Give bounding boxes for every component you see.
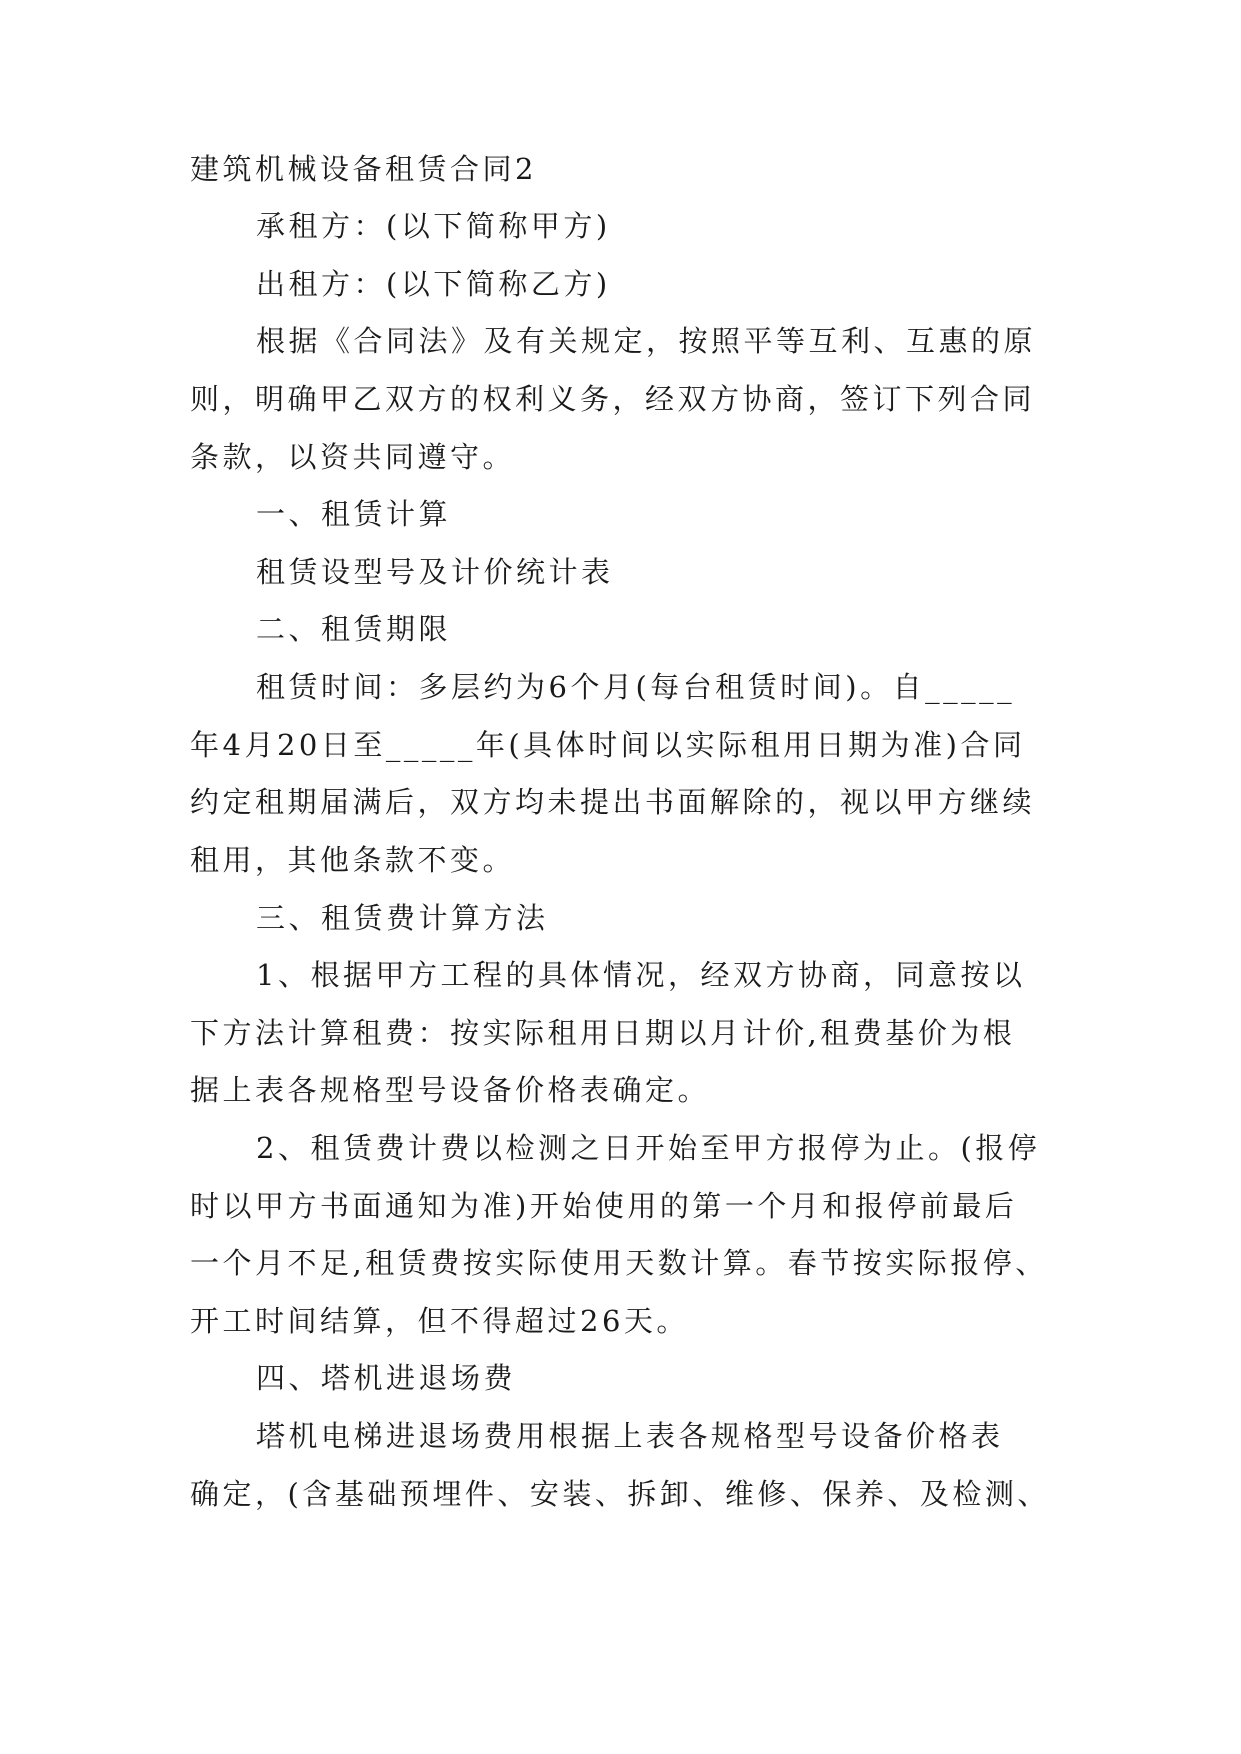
document-title: 建筑机械设备租赁合同2 [190,152,537,186]
paragraph-line: 确定，(含基础预埋件、安装、拆卸、维修、保养、及检测、 [190,1477,1050,1511]
paragraph-line: 租赁时间：多层约为6个月(每台租赁时间)。自_____ [256,670,1016,704]
paragraph-line: 租赁设型号及计价统计表 [256,555,614,589]
paragraph-line: 1、根据甲方工程的具体情况，经双方协商，同意按以 [256,958,1026,992]
paragraph-line: 一个月不足,租赁费按实际使用天数计算。春节按实际报停、 [190,1246,1048,1280]
section-heading-3: 三、租赁费计算方法 [256,901,549,935]
lessor-line: 出租方：(以下简称乙方) [256,267,611,301]
paragraph-line: 年4月20日至_____年(具体时间以实际租用日期为准)合同 [190,728,1026,762]
paragraph-line: 时以甲方书面通知为准)开始使用的第一个月和报停前最后 [190,1189,1018,1223]
lessee-line: 承租方：(以下简称甲方) [256,209,611,243]
section-heading-1: 一、租赁计算 [256,497,452,531]
paragraph-line: 则，明确甲乙双方的权利义务，经双方协商，签订下列合同 [190,382,1036,416]
paragraph-line: 租用，其他条款不变。 [190,843,516,877]
paragraph-line: 据上表各规格型号设备价格表确定。 [190,1073,711,1107]
section-heading-2: 二、租赁期限 [256,612,452,646]
paragraph-line: 条款，以资共同遵守。 [190,440,516,474]
section-heading-4: 四、塔机进退场费 [256,1361,517,1395]
paragraph-line: 塔机电梯进退场费用根据上表各规格型号设备价格表 [256,1419,1004,1453]
paragraph-line: 下方法计算租费：按实际租用日期以月计价,租费基价为根 [190,1016,1016,1050]
paragraph-line: 开工时间结算，但不得超过26天。 [190,1304,689,1338]
paragraph-line: 根据《合同法》及有关规定，按照平等互利、互惠的原 [256,324,1037,358]
paragraph-line: 约定租期届满后，双方均未提出书面解除的，视以甲方继续 [190,785,1036,819]
paragraph-line: 2、租赁费计费以检测之日开始至甲方报停为止。(报停 [256,1131,1041,1165]
